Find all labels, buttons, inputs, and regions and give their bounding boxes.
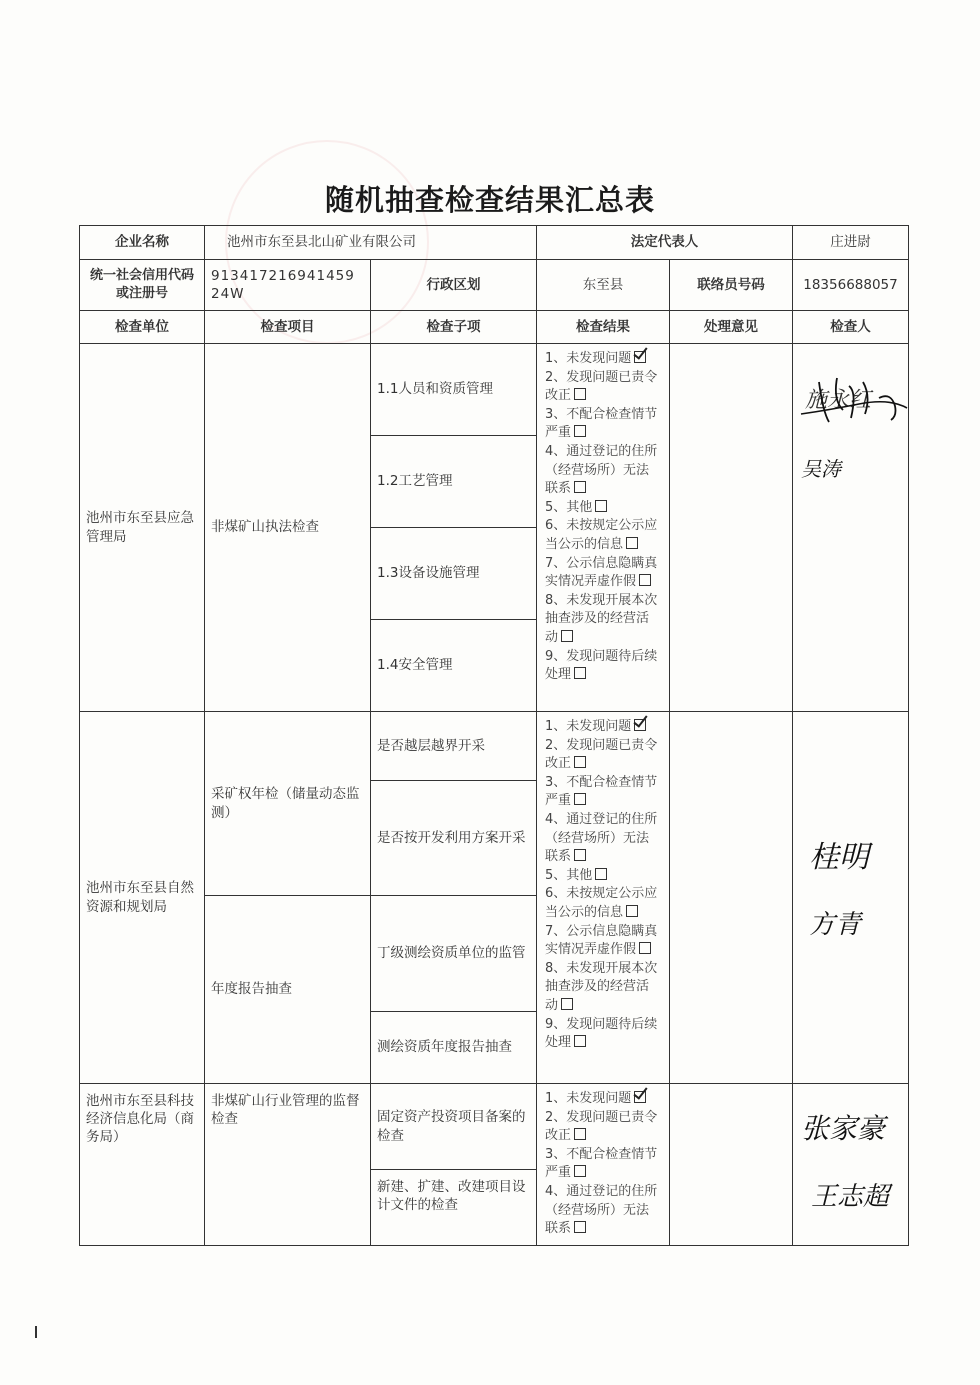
checkbox-icon[interactable] [595, 500, 607, 512]
section-1-row-1 [80, 344, 909, 436]
col-header-unit: 检查单位 [80, 311, 205, 344]
section-1-subitem-3: 1.3设备设施管理 [371, 528, 537, 620]
section-3-inspectors [793, 1084, 909, 1246]
checkbox-icon[interactable] [561, 630, 573, 642]
section-3-unit: 池州市东至县科技经济信息化局（商务局） [80, 1084, 205, 1246]
checkbox-icon[interactable] [639, 942, 651, 954]
company-value: 池州市东至县北山矿业有限公司 [205, 226, 537, 260]
result-option: 8、未发现开展本次抽查涉及的经营活动 [545, 592, 658, 645]
checkbox-icon[interactable] [626, 537, 638, 549]
company-label: 企业名称 [80, 226, 205, 260]
checkbox-icon[interactable] [574, 425, 586, 437]
col-header-subitem: 检查子项 [371, 311, 537, 344]
column-header-row [80, 311, 909, 344]
section-1-result-list [545, 350, 661, 685]
result-option: 2、发现问题已责令改正 [545, 737, 658, 772]
section-2-unit: 池州市东至县自然资源和规划局 [80, 712, 205, 1084]
result-option: 5、其他 [545, 867, 661, 886]
checkbox-icon[interactable] [574, 1035, 586, 1047]
section-3-opinion [670, 1084, 793, 1246]
col-header-project: 检查项目 [205, 311, 371, 344]
checkbox-icon[interactable] [574, 849, 586, 861]
inspector-name: 张家豪 [801, 1112, 886, 1146]
inspection-summary-table [79, 225, 909, 1246]
result-option: 7、公示信息隐瞒真实情况弄虚作假 [545, 555, 658, 590]
result-option: 9、发现问题待后续处理 [545, 1016, 658, 1051]
contact-label: 联络员号码 [670, 260, 793, 311]
result-option: 1、未发现问题 [545, 718, 661, 737]
section-2-project-1: 采矿权年检（储量动态监测） [205, 712, 371, 896]
credit-code-value: 91341721694145924W [205, 260, 371, 311]
credit-code-row [80, 260, 909, 311]
checkbox-icon[interactable] [574, 667, 586, 679]
scan-edge-mark [35, 1326, 37, 1338]
checkbox-icon[interactable] [561, 998, 573, 1010]
legal-rep-value: 庄进尉 [793, 226, 909, 260]
section-2-project-2: 年度报告抽查 [205, 896, 371, 1084]
checkbox-checked-icon[interactable] [634, 351, 646, 363]
checkbox-icon[interactable] [574, 481, 586, 493]
checkbox-checked-icon[interactable] [634, 1091, 646, 1103]
checkbox-icon[interactable] [574, 756, 586, 768]
result-option: 9、发现问题待后续处理 [545, 648, 658, 683]
section-3-project: 非煤矿山行业管理的监督检查 [205, 1084, 371, 1246]
section-2-row-1 [80, 712, 909, 781]
region-value: 东至县 [537, 260, 670, 311]
col-header-opinion: 处理意见 [670, 311, 793, 344]
section-2-signatures [799, 808, 902, 988]
page-title: 随机抽查检查结果汇总表 [324, 183, 655, 217]
inspector-name: 桂明 [809, 839, 869, 875]
checkbox-icon[interactable] [574, 1221, 586, 1233]
result-option: 2、发现问题已责令改正 [545, 1109, 658, 1144]
credit-code-label: 统一社会信用代码或注册号 [80, 260, 205, 311]
col-header-inspector: 检查人 [793, 311, 909, 344]
checkbox-icon[interactable] [574, 793, 586, 805]
result-option: 4、通过登记的住所（经营场所）无法联系 [545, 811, 658, 865]
legal-rep-label: 法定代表人 [537, 226, 793, 260]
checkbox-icon[interactable] [626, 905, 638, 917]
section-2-results [537, 712, 670, 1084]
result-option: 3、不配合检查情节严重 [545, 774, 658, 809]
section-3-subitem-2: 新建、扩建、改建项目设计文件的检查 [371, 1170, 537, 1246]
result-option: 5、其他 [545, 499, 661, 518]
result-option: 4、通过登记的住所（经营场所）无法联系 [545, 443, 658, 497]
result-option: 7、公示信息隐瞒真实情况弄虚作假 [545, 923, 658, 958]
section-3-row-1 [80, 1084, 909, 1170]
section-2-subitem-3: 丁级测绘资质单位的监管 [371, 896, 537, 1012]
checkbox-icon[interactable] [574, 1128, 586, 1140]
section-2-subitem-4: 测绘资质年度报告抽查 [371, 1012, 537, 1084]
section-1-inspectors [793, 344, 909, 712]
section-1-signatures [799, 352, 902, 692]
contact-value: 18356688057 [793, 260, 909, 311]
result-option: 4、通过登记的住所（经营场所）无法联系 [545, 1183, 658, 1237]
section-2-subitem-1: 是否越层越界开采 [371, 712, 537, 781]
checkbox-icon[interactable] [639, 574, 651, 586]
checkbox-icon[interactable] [574, 388, 586, 400]
section-3-signatures [799, 1094, 902, 1234]
section-1-results [537, 344, 670, 712]
checkbox-icon[interactable] [595, 868, 607, 880]
checkbox-checked-icon[interactable] [634, 719, 646, 731]
section-1-subitem-4: 1.4安全管理 [371, 620, 537, 712]
result-option: 6、未按规定公示应当公示的信息 [545, 886, 658, 920]
result-option: 8、未发现开展本次抽查涉及的经营活动 [545, 960, 658, 1013]
checkbox-icon[interactable] [574, 1165, 586, 1177]
result-option: 2、发现问题已责令改正 [545, 369, 658, 404]
section-1-subitem-1: 1.1人员和资质管理 [371, 344, 537, 436]
section-1-opinion [670, 344, 793, 712]
inspector-name: 方青 [809, 909, 862, 940]
inspector-name: 吴涛 [801, 457, 841, 481]
section-3-results [537, 1084, 670, 1246]
section-1-unit: 池州市东至县应急管理局 [80, 344, 205, 712]
result-option: 3、不配合检查情节严重 [545, 406, 658, 441]
inspector-name: 施永红 [805, 388, 872, 413]
result-option: 3、不配合检查情节严重 [545, 1146, 658, 1181]
region-label: 行政区划 [371, 260, 537, 311]
section-1-project: 非煤矿山执法检查 [205, 344, 371, 712]
section-2-inspectors [793, 712, 909, 1084]
section-2-subitem-2: 是否按开发利用方案开采 [371, 781, 537, 896]
col-header-result: 检查结果 [537, 311, 670, 344]
section-2-opinion [670, 712, 793, 1084]
section-2-result-list [545, 718, 661, 1053]
section-3-subitem-1: 固定资产投资项目备案的检查 [371, 1084, 537, 1170]
result-option: 1、未发现问题 [545, 1090, 661, 1109]
company-row [80, 226, 909, 260]
section-1-subitem-2: 1.2工艺管理 [371, 436, 537, 528]
section-3-result-list [545, 1090, 661, 1239]
result-option: 1、未发现问题 [545, 350, 661, 369]
result-option: 6、未按规定公示应当公示的信息 [545, 518, 658, 552]
inspector-name: 王志超 [811, 1182, 890, 1213]
